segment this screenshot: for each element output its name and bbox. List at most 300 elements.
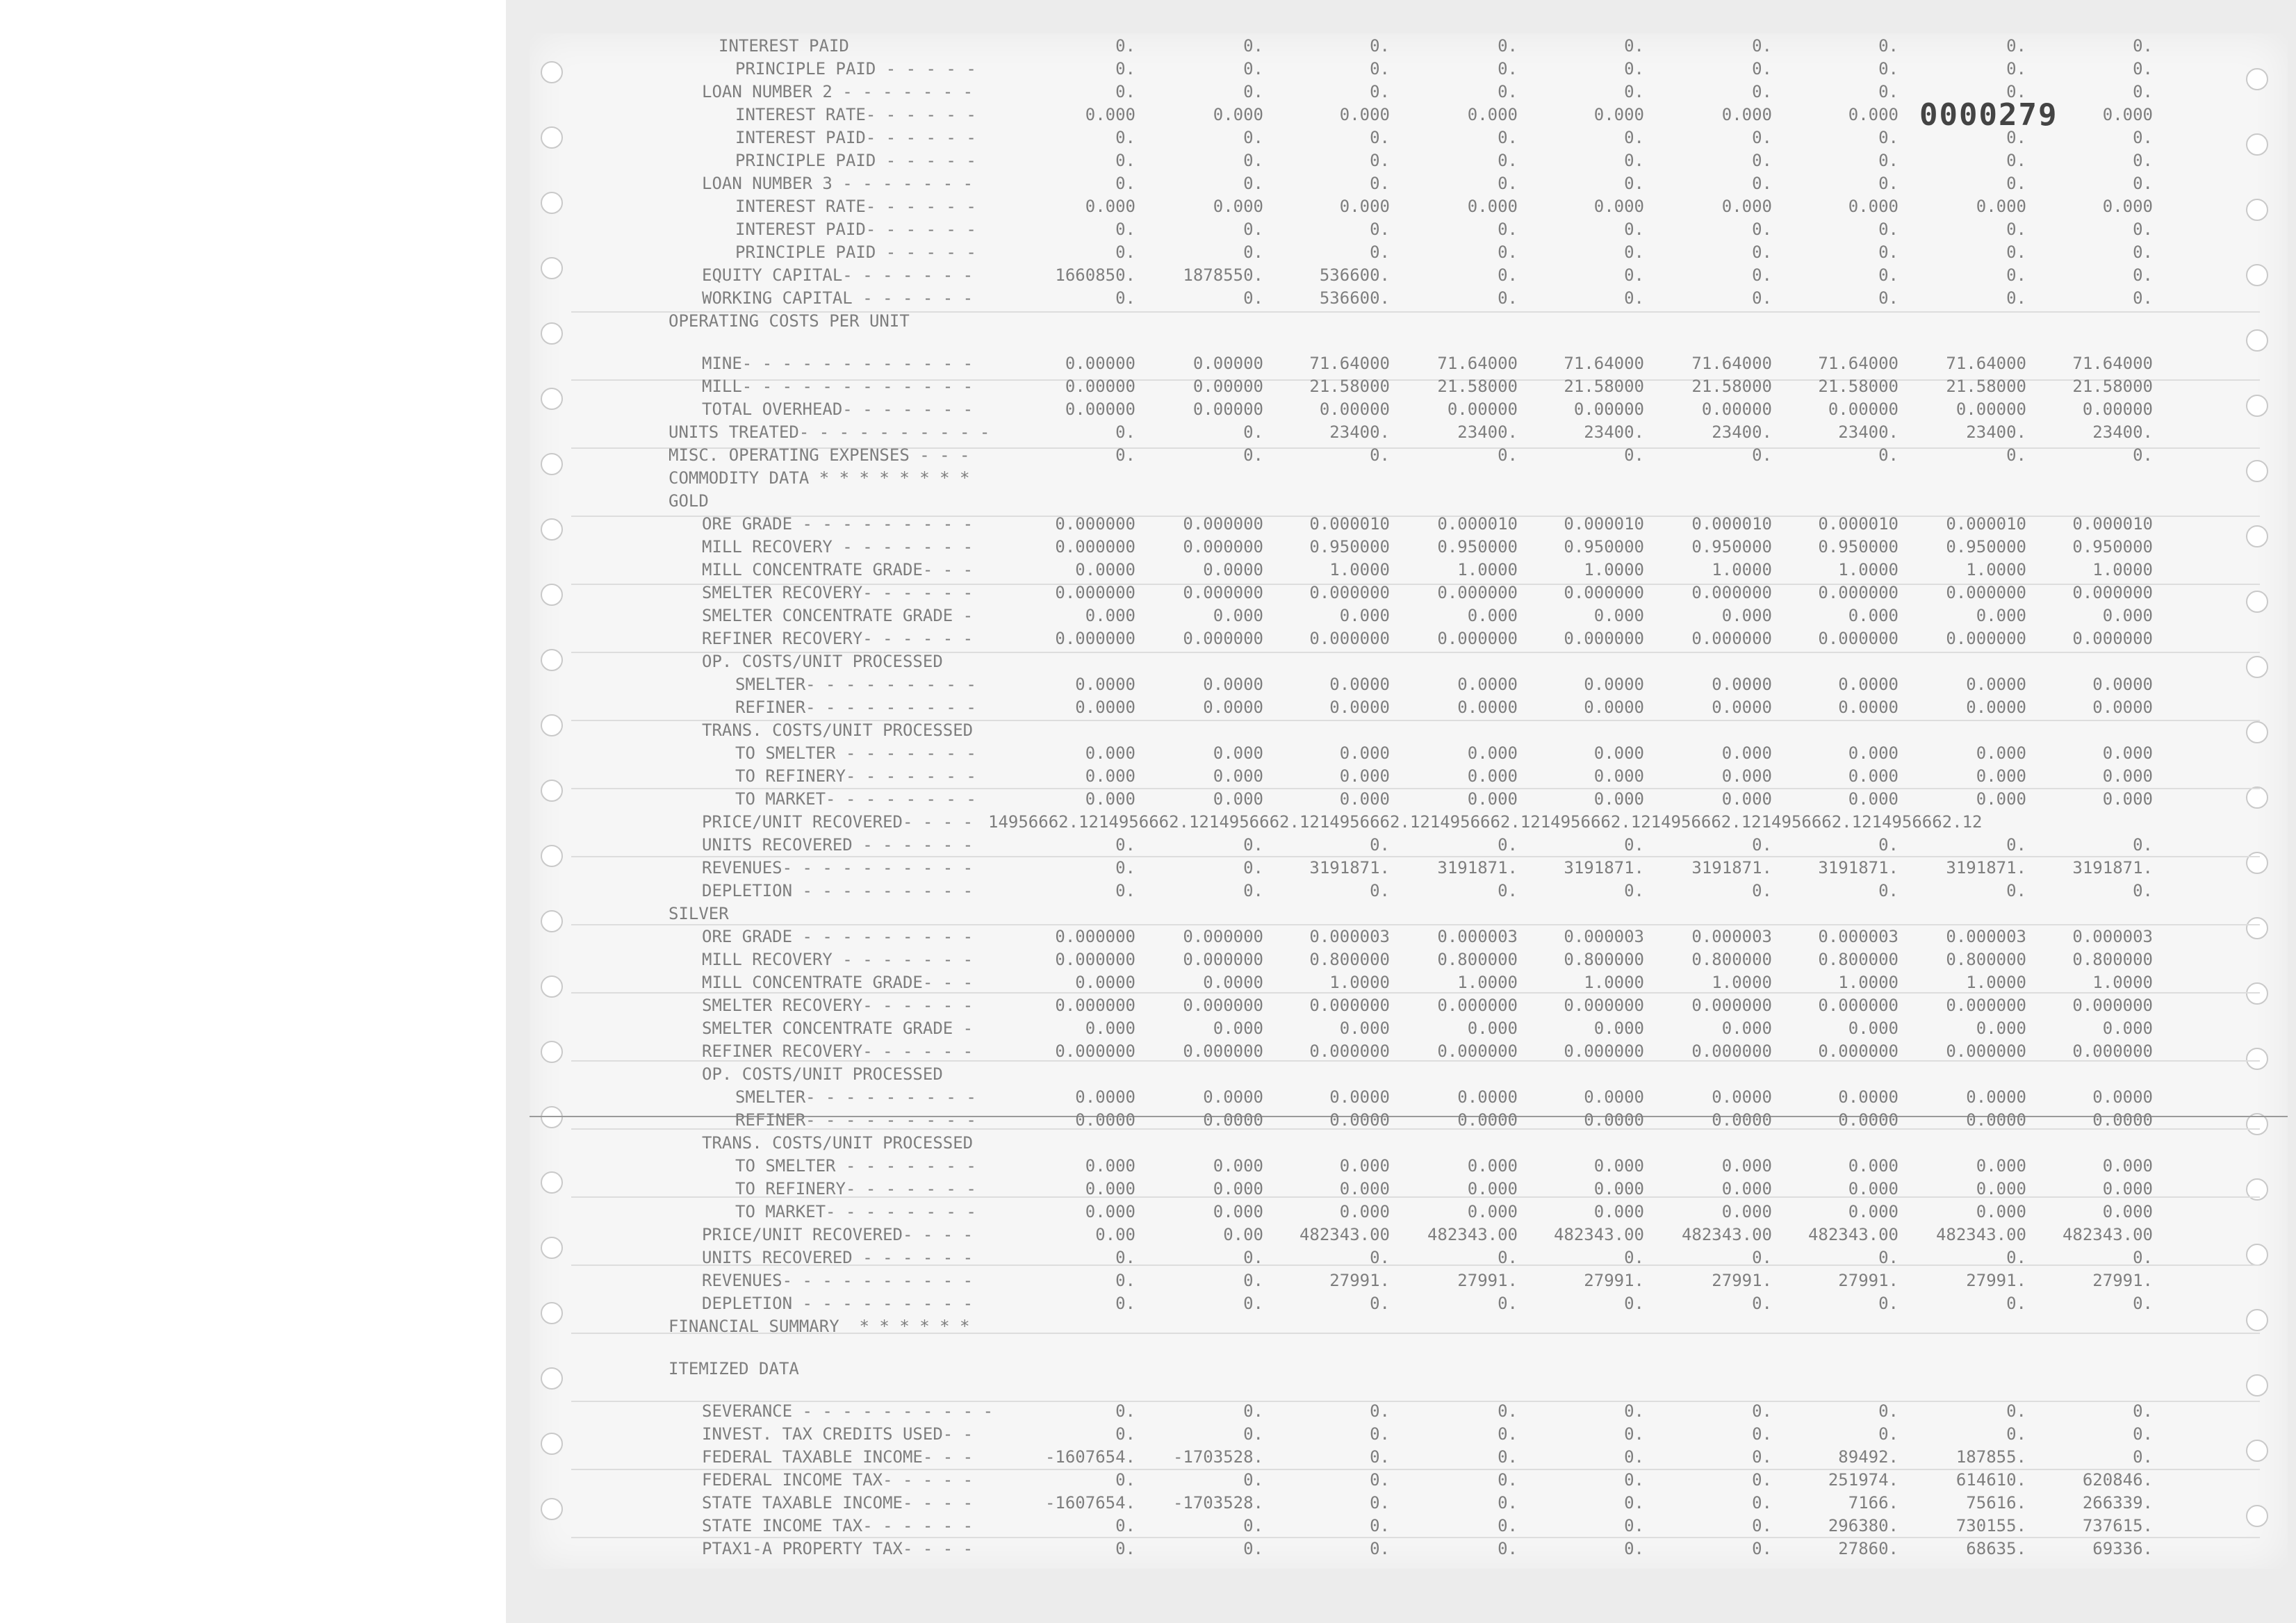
value-cell: 0. (1370, 1294, 1390, 1313)
value-cell: -1607654. (1044, 1493, 1135, 1513)
value-cell: 23400. (1584, 422, 1644, 442)
value-cell: 0.000000 (1564, 1041, 1644, 1061)
value-cell: 1.0000 (2092, 973, 2153, 992)
row-label: TO SMELTER - - - - - - - (735, 743, 976, 763)
value-cell: 27991. (1457, 1271, 1518, 1290)
report-row (530, 1246, 2288, 1269)
value-cell: 0. (1752, 1401, 1772, 1421)
value-cell: 0. (1498, 835, 1518, 855)
value-cell: 0.0000 (1966, 698, 2026, 717)
row-label: COMMODITY DATA * * * * * * * * (669, 468, 970, 488)
value-cell: 0.000000 (1055, 537, 1135, 557)
value-cell: 0.000000 (1183, 927, 1263, 946)
value-cell: 0.000000 (2072, 996, 2153, 1015)
value-cell: 0. (1243, 151, 1263, 170)
value-cell: 0.000000 (2072, 629, 2153, 648)
value-cell: 0. (2006, 151, 2026, 170)
report-row (530, 1400, 2288, 1423)
value-cell: 0.000 (2102, 1179, 2153, 1198)
value-cell: 0.000 (1976, 1179, 2026, 1198)
value-cell: 1.0000 (1457, 560, 1518, 579)
row-label: REFINER- - - - - - - - - (735, 698, 976, 717)
row-label: FEDERAL TAXABLE INCOME- - - (702, 1447, 974, 1467)
value-cell: 0. (1752, 59, 1772, 79)
report-row (530, 765, 2288, 788)
value-cell: 0. (1498, 881, 1518, 900)
row-label: LOAN NUMBER 2 - - - - - - - (702, 82, 974, 101)
value-cell: 0.00 (1095, 1225, 1135, 1244)
value-cell: 0.0000 (1075, 1087, 1135, 1107)
value-cell: 0. (1878, 835, 1899, 855)
value-cell: 0.000 (1339, 766, 1390, 786)
report-row (530, 1224, 2288, 1246)
value-cell: 0.000000 (1055, 583, 1135, 602)
value-cell: 0.000010 (1691, 514, 1772, 534)
value-cell: 0.000 (2102, 1202, 2153, 1221)
report-row (530, 857, 2288, 880)
value-cell: 0. (1752, 151, 1772, 170)
value-cell: 0. (1752, 220, 1772, 239)
value-cell: 0.0000 (1203, 560, 1263, 579)
value-cell: 0. (1498, 1470, 1518, 1490)
value-cell: 0.000000 (1437, 629, 1518, 648)
row-label: FEDERAL INCOME TAX- - - - - (702, 1470, 974, 1490)
value-cell: 620846. (2082, 1470, 2153, 1490)
value-cell: 0.000003 (1564, 927, 1644, 946)
value-cell: 0.000000 (1818, 629, 1899, 648)
value-cell: 71.64000 (1564, 354, 1644, 373)
value-cell: 0.000 (1721, 1202, 1772, 1221)
value-cell: 0. (1498, 288, 1518, 308)
value-cell: 0.000 (1976, 743, 2026, 763)
value-cell: 0. (1878, 288, 1899, 308)
value-cell: 0.000000 (1437, 1041, 1518, 1061)
value-cell: 0. (1115, 151, 1135, 170)
value-cell: 0.000000 (1309, 629, 1390, 648)
value-cell: 0. (2133, 881, 2153, 900)
value-cell: 0.000 (1848, 743, 1899, 763)
value-cell: 0.0000 (1329, 698, 1390, 717)
report-row (530, 1315, 2288, 1338)
row-label: EQUITY CAPITAL- - - - - - - (702, 265, 974, 285)
value-cell: 0.000 (1848, 1019, 1899, 1038)
value-cell: 0. (1370, 1493, 1390, 1513)
value-cell: 68635. (1966, 1539, 2026, 1558)
value-cell: 0.00000 (1955, 399, 2026, 419)
value-cell: 0. (1115, 220, 1135, 239)
value-cell: 89492. (1838, 1447, 1899, 1467)
row-label: REVENUES- - - - - - - - - - (702, 1271, 974, 1290)
report-row (530, 650, 2288, 673)
value-cell: 1.0000 (2092, 560, 2153, 579)
value-cell: 0. (1243, 1294, 1263, 1313)
value-cell: 0.0000 (1966, 1110, 2026, 1130)
value-cell: 0.0000 (1203, 1110, 1263, 1130)
value-cell: 0.000 (1721, 743, 1772, 763)
value-cell: 0.000 (1213, 766, 1263, 786)
value-cell: 0. (1498, 1447, 1518, 1467)
value-cell: 0.000000 (1946, 583, 2026, 602)
value-cell: 0.0000 (2092, 1110, 2153, 1130)
row-label: GOLD (669, 491, 709, 511)
value-cell: 0.000000 (1055, 950, 1135, 969)
value-cell: 23400. (1329, 422, 1390, 442)
value-cell: 0. (1370, 128, 1390, 147)
value-cell: 0.000000 (1564, 996, 1644, 1015)
row-label: TO REFINERY- - - - - - - (735, 1179, 976, 1198)
report-row (530, 1492, 2288, 1515)
value-cell: 0. (1115, 1539, 1135, 1558)
report-row (530, 948, 2288, 971)
value-cell: 27860. (1838, 1539, 1899, 1558)
value-cell: 0.0000 (1203, 973, 1263, 992)
value-cell: 1.0000 (1584, 973, 1644, 992)
value-cell: 0. (1752, 1539, 1772, 1558)
row-label: OP. COSTS/UNIT PROCESSED (702, 1064, 943, 1084)
report-row (530, 126, 2288, 149)
value-cell: 0. (1243, 881, 1263, 900)
report-row (530, 1292, 2288, 1315)
value-cell: 75616. (1966, 1493, 2026, 1513)
value-cell: 0. (1878, 174, 1899, 193)
value-cell: 0.000 (1339, 197, 1390, 216)
value-cell: 0. (1498, 128, 1518, 147)
value-cell: 0.000000 (1437, 996, 1518, 1015)
value-cell: 0.000 (1467, 1202, 1518, 1221)
value-cell: 0.000 (1593, 766, 1644, 786)
value-cell: 0.000 (1593, 197, 1644, 216)
value-cell: 0. (1624, 1539, 1644, 1558)
value-cell: 1.0000 (1838, 560, 1899, 579)
row-label: TRANS. COSTS/UNIT PROCESSED (702, 1133, 974, 1153)
value-cell: 0. (1243, 220, 1263, 239)
value-cell: 0.000 (1848, 1179, 1899, 1198)
value-cell: 0. (1878, 242, 1899, 262)
value-cell: 3191871. (1691, 858, 1772, 878)
value-cell: 0. (1115, 1401, 1135, 1421)
report-row (530, 1446, 2288, 1469)
value-cell: 0.000 (2102, 743, 2153, 763)
value-cell: 0. (1243, 1401, 1263, 1421)
value-cell: 0. (1624, 174, 1644, 193)
value-cell: 71.64000 (1818, 354, 1899, 373)
row-label: UNITS RECOVERED - - - - - - (702, 835, 974, 855)
value-cell: 0.00000 (1192, 399, 1263, 419)
row-label: ITEMIZED DATA (669, 1359, 799, 1378)
value-cell: 0. (1752, 1424, 1772, 1444)
value-cell: 0. (1243, 36, 1263, 56)
value-cell: 0.0000 (1075, 698, 1135, 717)
value-cell: 0.000 (1085, 789, 1135, 809)
value-cell: 251974. (1828, 1470, 1899, 1490)
value-cell: 0.00 (1223, 1225, 1263, 1244)
report-row (530, 1109, 2288, 1132)
value-cell: 0. (2133, 1294, 2153, 1313)
value-cell: 536600. (1319, 265, 1390, 285)
value-cell: 0.000 (1339, 743, 1390, 763)
value-cell: 0. (1624, 82, 1644, 101)
value-cell: 0.0000 (1457, 675, 1518, 694)
value-cell: 0. (1624, 1516, 1644, 1535)
report-row (530, 696, 2288, 719)
value-cell: 0.000 (1339, 606, 1390, 625)
value-cell: 0.000000 (2072, 1041, 2153, 1061)
value-cell: 3191871. (1309, 858, 1390, 878)
value-cell: 27991. (1712, 1271, 1772, 1290)
value-cell: 536600. (1319, 288, 1390, 308)
value-cell: 0.000 (1467, 105, 1518, 124)
value-cell: 0. (1624, 220, 1644, 239)
row-label: REFINER- - - - - - - - - (735, 1110, 976, 1130)
value-cell: 0. (1752, 1447, 1772, 1467)
value-cell: 0.800000 (2072, 950, 2153, 969)
value-cell: 27991. (1838, 1271, 1899, 1290)
value-cell: 0.000 (1213, 1019, 1263, 1038)
value-cell: 0.000010 (1309, 514, 1390, 534)
page-id-stamp: 0000279 (1919, 97, 2058, 133)
value-cell: 730155. (1955, 1516, 2026, 1535)
value-cell: 0.000 (1467, 789, 1518, 809)
value-cell: 0. (1243, 1271, 1263, 1290)
report-row (530, 1358, 2288, 1381)
report-row (530, 880, 2288, 903)
report-row (530, 218, 2288, 241)
value-cell: 0.000000 (1946, 996, 2026, 1015)
row-label: REVENUES- - - - - - - - - - (702, 858, 974, 878)
value-cell: 0. (1243, 82, 1263, 101)
row-label: SILVER (669, 904, 729, 923)
value-cell: 0.0000 (1329, 1087, 1390, 1107)
value-cell: 0.000 (1593, 105, 1644, 124)
value-cell: 0.000000 (1946, 629, 2026, 648)
value-cell: 0. (1878, 1248, 1899, 1267)
value-cell: 0.000 (1593, 1179, 1644, 1198)
value-cell: 0.000 (1085, 766, 1135, 786)
value-cell: 0. (2133, 445, 2153, 465)
value-cell: 3191871. (2072, 858, 2153, 878)
value-cell: 1.0000 (1329, 560, 1390, 579)
row-label: MILL RECOVERY - - - - - - - (702, 950, 974, 969)
value-cell: 0.000003 (1437, 927, 1518, 946)
value-cell: 0.000000 (1183, 583, 1263, 602)
value-cell: 0.000000 (1818, 996, 1899, 1015)
value-cell: 0.000 (1593, 1019, 1644, 1038)
report-row (530, 994, 2288, 1017)
report-row (530, 172, 2288, 195)
value-cell: 0. (2006, 36, 2026, 56)
value-cell: 0.000000 (1564, 629, 1644, 648)
row-label: PRINCIPLE PAID - - - - - (735, 151, 976, 170)
value-cell: 0. (1498, 1294, 1518, 1313)
value-cell: 1.0000 (1966, 973, 2026, 992)
report-row (530, 742, 2288, 765)
value-cell: 0. (1115, 242, 1135, 262)
value-cell: 23400. (1966, 422, 2026, 442)
report-row (530, 834, 2288, 857)
row-label: MILL RECOVERY - - - - - - - (702, 537, 974, 557)
value-cell: 0. (1115, 445, 1135, 465)
value-cell: 0.950000 (1946, 537, 2026, 557)
value-cell: 0. (1115, 288, 1135, 308)
value-cell: 0.0000 (1203, 698, 1263, 717)
value-cell: 0.0000 (1457, 698, 1518, 717)
value-cell: 0.000 (1976, 197, 2026, 216)
value-cell: 0.000 (1848, 197, 1899, 216)
value-cell: 21.58000 (1946, 377, 2026, 396)
value-cell: 0. (1752, 1294, 1772, 1313)
value-cell: 0.000000 (1055, 514, 1135, 534)
report-row (530, 811, 2288, 834)
value-cell: 0. (1498, 1424, 1518, 1444)
value-cell: 0. (1370, 445, 1390, 465)
report-row (530, 1201, 2288, 1224)
report-row (530, 604, 2288, 627)
value-cell: 0.000000 (1691, 629, 1772, 648)
value-cell: 0. (1370, 220, 1390, 239)
value-cell: 3191871. (1946, 858, 2026, 878)
value-cell: 296380. (1828, 1516, 1899, 1535)
value-cell: 21.58000 (1818, 377, 1899, 396)
report-row (530, 1515, 2288, 1538)
value-cell: 0.000 (1085, 105, 1135, 124)
value-cell: 0. (1243, 242, 1263, 262)
value-cell: 0.0000 (1203, 675, 1263, 694)
value-cell: 21.58000 (2072, 377, 2153, 396)
value-cell: 0. (1243, 445, 1263, 465)
value-cell: 0.0000 (1712, 698, 1772, 717)
value-cell: 0. (2006, 128, 2026, 147)
value-cell: 0. (2133, 36, 2153, 56)
value-cell: 0. (2133, 288, 2153, 308)
value-cell: 0.0000 (1966, 675, 2026, 694)
value-cell: 0.0000 (1712, 1110, 1772, 1130)
report-row (530, 971, 2288, 994)
value-cell: 3191871. (1818, 858, 1899, 878)
row-label: SMELTER CONCENTRATE GRADE - (702, 1019, 974, 1038)
value-cell: 21.58000 (1309, 377, 1390, 396)
value-cell: 266339. (2082, 1493, 2153, 1513)
value-cell: 0. (1115, 858, 1135, 878)
value-cell: 0.000 (1721, 1179, 1772, 1198)
value-cell: 1.0000 (1838, 973, 1899, 992)
value-cell: 0.000 (1213, 1202, 1263, 1221)
row-label: MILL- - - - - - - - - - - - (702, 377, 974, 396)
value-cell: 0.000 (1721, 789, 1772, 809)
value-cell: 737615. (2082, 1516, 2153, 1535)
row-label: TRANS. COSTS/UNIT PROCESSED (702, 720, 974, 740)
report-row (530, 287, 2288, 310)
report-row (530, 1423, 2288, 1446)
value-cell: 0.000010 (1946, 514, 2026, 534)
value-cell: 0. (1752, 36, 1772, 56)
value-cell: 0. (1243, 174, 1263, 193)
row-label: MILL CONCENTRATE GRADE- - - (702, 560, 974, 579)
value-cell: 0.000 (1976, 1202, 2026, 1221)
value-cell: 0.000 (1339, 789, 1390, 809)
value-cell: 0. (1370, 835, 1390, 855)
value-cell: 0.000 (1721, 606, 1772, 625)
value-cell: 0. (1115, 881, 1135, 900)
value-cell: 0.000 (1339, 1202, 1390, 1221)
value-cell: 0.0000 (1838, 675, 1899, 694)
value-cell: 0.000000 (1309, 1041, 1390, 1061)
value-cell: 0. (1752, 1493, 1772, 1513)
value-cell: 482343.00 (2062, 1225, 2153, 1244)
value-cell: 0.000 (1085, 1156, 1135, 1176)
value-cell: 27991. (1584, 1271, 1644, 1290)
value-cell: 0. (1878, 1294, 1899, 1313)
report-row (530, 1469, 2288, 1492)
value-cell: 0. (1624, 835, 1644, 855)
row-label: PRINCIPLE PAID - - - - - (735, 242, 976, 262)
value-cell: 0.000 (1593, 606, 1644, 625)
value-cell: 1.0000 (1712, 973, 1772, 992)
value-cell: 482343.00 (1553, 1225, 1644, 1244)
value-cell: 71.64000 (2072, 354, 2153, 373)
report-row (530, 925, 2288, 948)
value-cell: 0.00000 (1573, 399, 1644, 419)
row-label: PRINCIPLE PAID - - - - - (735, 59, 976, 79)
row-label: SMELTER RECOVERY- - - - - - (702, 583, 974, 602)
value-cell: 0.000 (1848, 1202, 1899, 1221)
value-cell: 0.000010 (1818, 514, 1899, 534)
value-cell: 0.000 (1085, 197, 1135, 216)
value-cell: 482343.00 (1807, 1225, 1899, 1244)
value-cell: 0. (1878, 265, 1899, 285)
value-cell: 0.0000 (1457, 1110, 1518, 1130)
report-row (530, 35, 2288, 58)
value-cell: 0. (1115, 1516, 1135, 1535)
value-cell: 23400. (1457, 422, 1518, 442)
value-cell: 0.0000 (1966, 1087, 2026, 1107)
value-cell: 0.0000 (1075, 560, 1135, 579)
value-cell: 0.000 (1721, 766, 1772, 786)
value-cell: 0.000 (2102, 1156, 2153, 1176)
value-cell: 0.000000 (1183, 629, 1263, 648)
value-cell: 0.0000 (1584, 1110, 1644, 1130)
value-cell: 0. (1243, 1470, 1263, 1490)
value-cell: 0. (1498, 1248, 1518, 1267)
row-label: INTEREST RATE- - - - - - (735, 197, 976, 216)
value-cell: 0. (2006, 1401, 2026, 1421)
value-cell: 0. (2133, 265, 2153, 285)
value-cell: 0.000000 (1946, 1041, 2026, 1061)
row-label: TO REFINERY- - - - - - - (735, 766, 976, 786)
value-cell: 0.00000 (1192, 377, 1263, 396)
value-cell: 0. (1624, 1248, 1644, 1267)
value-cell: 0.000003 (1946, 927, 2026, 946)
value-cell: 0. (1624, 1447, 1644, 1467)
value-cell: 0.000 (2102, 789, 2153, 809)
row-label: SMELTER RECOVERY- - - - - - (702, 996, 974, 1015)
value-cell: 0.00000 (1065, 377, 1135, 396)
value-cell: 1660850. (1055, 265, 1135, 285)
value-cell: 0.000010 (2072, 514, 2153, 534)
value-cell: 0.000 (1848, 105, 1899, 124)
value-cell: 0. (1115, 128, 1135, 147)
value-cell: 0.000 (1593, 1156, 1644, 1176)
price-unit-recovered-values: 14956662.1214956662.1214956662.1214956662.1214956662.1214956662.1214956662.1214956662.1214956662.12 (988, 812, 1983, 832)
value-cell: 0. (1498, 174, 1518, 193)
value-cell: 0. (1752, 835, 1772, 855)
value-cell: 0. (1624, 1401, 1644, 1421)
value-cell: 0. (1115, 1470, 1135, 1490)
value-cell: 71.64000 (1946, 354, 2026, 373)
value-cell: 0.000 (1976, 1019, 2026, 1038)
value-cell: 0.000010 (1437, 514, 1518, 534)
value-cell: 0. (1498, 1539, 1518, 1558)
value-cell: 0. (2006, 59, 2026, 79)
